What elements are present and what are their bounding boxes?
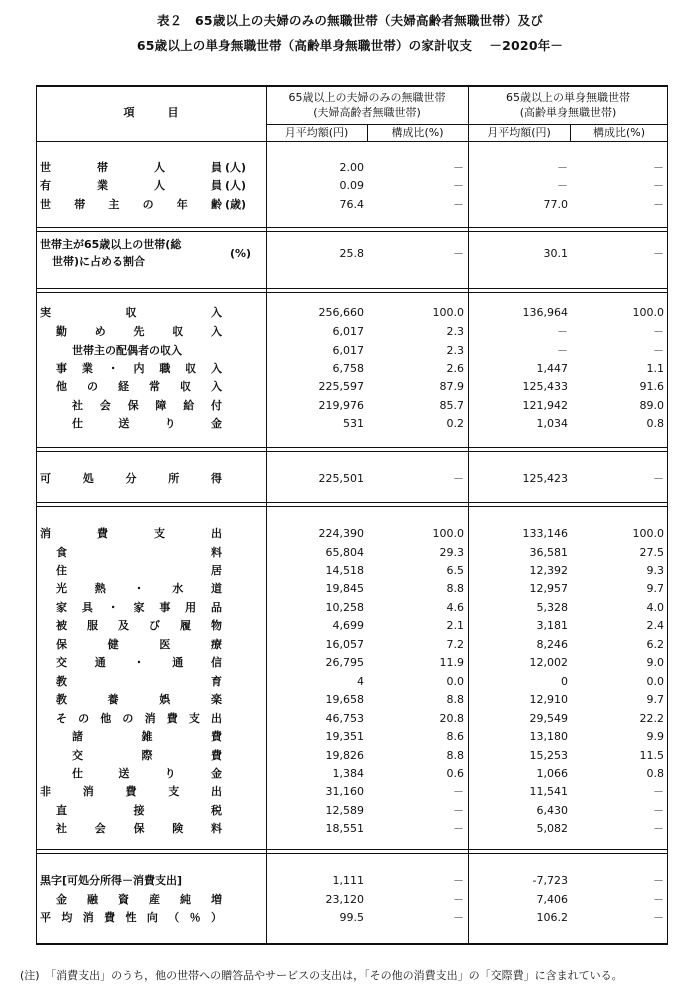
group-separator-2a bbox=[36, 288, 668, 289]
cell-value: － bbox=[453, 198, 464, 211]
cell-value: 46,753 bbox=[325, 712, 364, 725]
cell-value: 0.09 bbox=[339, 179, 364, 192]
row-unit: (人) bbox=[225, 161, 247, 174]
row-label: 家 具 ・ 家 事 用 品 bbox=[56, 601, 222, 614]
cell-value: － bbox=[653, 822, 664, 835]
row-label: 直 接 税 bbox=[56, 804, 222, 817]
row-label: 社 会 保 障 給 付 bbox=[72, 399, 222, 412]
group-separator-2b bbox=[36, 292, 668, 293]
row-label: 世 帯 主 の 年 齢 bbox=[40, 198, 222, 211]
cell-value: 19,658 bbox=[325, 693, 364, 706]
cell-value: 77.0 bbox=[543, 198, 568, 211]
row-label: 平 均 消 費 性 向 （ ％ ） bbox=[40, 911, 222, 924]
group-separator-5b bbox=[36, 853, 668, 854]
cell-value: － bbox=[453, 804, 464, 817]
cell-value: － bbox=[653, 893, 664, 906]
cell-value: 87.9 bbox=[439, 380, 464, 393]
cell-value: 23,120 bbox=[325, 893, 364, 906]
header-item: 項 目 bbox=[123, 106, 179, 119]
cell-value: 20.8 bbox=[439, 712, 464, 725]
cell-value: 121,942 bbox=[522, 399, 568, 412]
cell-value: 2.3 bbox=[446, 344, 464, 357]
group-separator-3a bbox=[36, 447, 668, 448]
group-separator-5a bbox=[36, 849, 668, 850]
cell-value: 1,384 bbox=[332, 767, 364, 780]
cell-value: 9.0 bbox=[646, 656, 664, 669]
row-unit: (%) bbox=[230, 247, 252, 260]
cell-value: － bbox=[653, 472, 664, 485]
cell-value: 0 bbox=[561, 675, 568, 688]
cell-value: 12,002 bbox=[529, 656, 568, 669]
cell-value: 16,057 bbox=[325, 638, 364, 651]
cell-value: 225,597 bbox=[318, 380, 364, 393]
row-label: 社 会 保 険 料 bbox=[56, 822, 222, 835]
row-unit: (人) bbox=[225, 179, 247, 192]
cell-value: 5,082 bbox=[536, 822, 568, 835]
cell-value: 1,111 bbox=[332, 874, 364, 887]
header-col-ratio2: 構成比(%) bbox=[592, 126, 646, 139]
cell-value: 8.6 bbox=[446, 730, 464, 743]
header-group1-line2: (夫婦高齢者無職世帯) bbox=[313, 106, 421, 119]
cell-value: 106.2 bbox=[536, 911, 568, 924]
group-separator-1a bbox=[36, 227, 668, 228]
row-label: 被 服 及 び 履 物 bbox=[56, 619, 222, 632]
cell-value: 8,246 bbox=[536, 638, 568, 651]
group-separator-1b bbox=[36, 231, 668, 232]
cell-value: 27.5 bbox=[639, 546, 664, 559]
row-label: 事 業 ・ 内 職 収 入 bbox=[56, 362, 222, 375]
row-label: 非 消 費 支 出 bbox=[40, 785, 222, 798]
row-label: 有 業 人 員 bbox=[40, 179, 222, 192]
row-label: 実 収 入 bbox=[40, 306, 222, 319]
cell-value: 26,795 bbox=[325, 656, 364, 669]
cell-value: 13,180 bbox=[529, 730, 568, 743]
cell-value: 133,146 bbox=[522, 527, 568, 540]
cell-value: 6,430 bbox=[536, 804, 568, 817]
cell-value: 76.4 bbox=[339, 198, 364, 211]
cell-value: 10,258 bbox=[325, 601, 364, 614]
cell-value: 19,845 bbox=[325, 582, 364, 595]
column-divider-item bbox=[266, 85, 267, 945]
cell-value: － bbox=[653, 874, 664, 887]
cell-value: － bbox=[453, 822, 464, 835]
cell-value: 15,253 bbox=[529, 749, 568, 762]
row-label: 住 居 bbox=[56, 564, 222, 577]
cell-value: 29,549 bbox=[529, 712, 568, 725]
cell-value: 1,447 bbox=[536, 362, 568, 375]
cell-value: － bbox=[653, 325, 664, 338]
cell-value: 6,017 bbox=[332, 325, 364, 338]
cell-value: 125,433 bbox=[522, 380, 568, 393]
cell-value: － bbox=[453, 179, 464, 192]
group-separator-3b bbox=[36, 451, 668, 452]
cell-value: 5,328 bbox=[536, 601, 568, 614]
cell-value: 0.8 bbox=[646, 417, 664, 430]
row-label: 世帯主が65歳以上の世帯(総 bbox=[40, 238, 182, 251]
cell-value: 2.4 bbox=[646, 619, 664, 632]
row-label: 勤 め 先 収 入 bbox=[56, 325, 222, 338]
cell-value: 4 bbox=[357, 675, 364, 688]
cell-value: 1.1 bbox=[646, 362, 664, 375]
cell-value: － bbox=[453, 874, 464, 887]
cell-value: 4,699 bbox=[332, 619, 364, 632]
cell-value: 85.7 bbox=[439, 399, 464, 412]
cell-value: 6,758 bbox=[332, 362, 364, 375]
table-title-line2: 65歳以上の単身無職世帯（高齢単身無職世帯）の家計収支 －2020年－ bbox=[136, 38, 564, 53]
cell-value: 0.8 bbox=[646, 767, 664, 780]
row-label: 交 際 費 bbox=[72, 749, 222, 762]
cell-value: 8.8 bbox=[446, 693, 464, 706]
cell-value: 100.0 bbox=[632, 306, 664, 319]
cell-value: 11,541 bbox=[529, 785, 568, 798]
header-col-avg1: 月平均額(円) bbox=[284, 126, 349, 139]
row-label: 食 料 bbox=[56, 546, 222, 559]
cell-value: -7,723 bbox=[532, 874, 568, 887]
cell-value: 0.0 bbox=[646, 675, 664, 688]
header-group2-line1: 65歳以上の単身無職世帯 bbox=[506, 91, 630, 104]
cell-value: － bbox=[557, 344, 568, 357]
cell-value: － bbox=[453, 161, 464, 174]
cell-value: 9.7 bbox=[646, 582, 664, 595]
cell-value: 19,351 bbox=[325, 730, 364, 743]
footnote: (注) 「消費支出」のうち，他の世帯への贈答品やサービスの支出は，「その他の消費支出」の「交際費」に含まれている。 bbox=[20, 969, 623, 982]
cell-value: 9.3 bbox=[646, 564, 664, 577]
cell-value: 2.00 bbox=[339, 161, 364, 174]
cell-value: 12,589 bbox=[325, 804, 364, 817]
cell-value: 18,551 bbox=[325, 822, 364, 835]
header-subline bbox=[266, 124, 668, 125]
row-label: 保 健 医 療 bbox=[56, 638, 222, 651]
cell-value: 1,034 bbox=[536, 417, 568, 430]
cell-value: － bbox=[653, 344, 664, 357]
cell-value: 224,390 bbox=[318, 527, 364, 540]
cell-value: 219,976 bbox=[318, 399, 364, 412]
header-bottom-line bbox=[36, 141, 668, 142]
cell-value: 100.0 bbox=[632, 527, 664, 540]
cell-value: － bbox=[453, 911, 464, 924]
cell-value: 36,581 bbox=[529, 546, 568, 559]
row-label: 仕 送 り 金 bbox=[72, 767, 222, 780]
cell-value: － bbox=[653, 179, 664, 192]
cell-value: － bbox=[453, 247, 464, 260]
row-label: 世帯主の配偶者の収入 bbox=[72, 344, 182, 357]
cell-value: 11.9 bbox=[439, 656, 464, 669]
cell-value: 12,392 bbox=[529, 564, 568, 577]
cell-value: 99.5 bbox=[339, 911, 364, 924]
row-label: 教 養 娯 楽 bbox=[56, 693, 222, 706]
cell-value: 2.6 bbox=[446, 362, 464, 375]
cell-value: 100.0 bbox=[432, 527, 464, 540]
table-left-border bbox=[36, 85, 37, 945]
cell-value: － bbox=[653, 804, 664, 817]
header-group2-line2: (高齢単身無職世帯) bbox=[519, 106, 617, 119]
cell-value: 6.5 bbox=[446, 564, 464, 577]
row-label: 教 育 bbox=[56, 675, 222, 688]
cell-value: － bbox=[453, 893, 464, 906]
cell-value: 125,423 bbox=[522, 472, 568, 485]
cell-value: － bbox=[557, 161, 568, 174]
cell-value: 4.6 bbox=[446, 601, 464, 614]
table-right-border bbox=[667, 85, 668, 945]
row-label: 金 融 資 産 純 増 bbox=[56, 893, 222, 906]
cell-value: 6.2 bbox=[646, 638, 664, 651]
cell-value: － bbox=[557, 325, 568, 338]
cell-value: 12,957 bbox=[529, 582, 568, 595]
header-col-ratio1: 構成比(%) bbox=[391, 126, 444, 139]
row-label-line2: 世帯)に占める割合 bbox=[52, 255, 146, 268]
cell-value: 8.8 bbox=[446, 582, 464, 595]
cell-value: 14,518 bbox=[325, 564, 364, 577]
cell-value: 11.5 bbox=[639, 749, 664, 762]
row-label: 他 の 経 常 収 入 bbox=[56, 380, 222, 393]
table-title-line1: 表２ 65歳以上の夫婦のみの無職世帯（夫婦高齢者無職世帯）及び bbox=[156, 13, 544, 28]
cell-value: 19,826 bbox=[325, 749, 364, 762]
cell-value: 4.0 bbox=[646, 601, 664, 614]
cell-value: － bbox=[453, 785, 464, 798]
cell-value: － bbox=[653, 198, 664, 211]
row-label: 諸 雑 費 bbox=[72, 730, 222, 743]
cell-value: 9.7 bbox=[646, 693, 664, 706]
cell-value: － bbox=[653, 911, 664, 924]
cell-value: － bbox=[653, 785, 664, 798]
row-label: 仕 送 り 金 bbox=[72, 417, 222, 430]
cell-value: 3,181 bbox=[536, 619, 568, 632]
cell-value: 0.0 bbox=[446, 675, 464, 688]
cell-value: 30.1 bbox=[543, 247, 568, 260]
cell-value: 91.6 bbox=[639, 380, 664, 393]
cell-value: 12,910 bbox=[529, 693, 568, 706]
cell-value: 31,160 bbox=[325, 785, 364, 798]
cell-value: 7.2 bbox=[446, 638, 464, 651]
cell-value: － bbox=[653, 247, 664, 260]
cell-value: － bbox=[453, 472, 464, 485]
cell-value: 9.9 bbox=[646, 730, 664, 743]
header-col-avg2: 月平均額(円) bbox=[487, 126, 551, 139]
row-label: 黒字[可処分所得－消費支出] bbox=[40, 874, 183, 887]
row-label: 交 通 ・ 通 信 bbox=[56, 656, 222, 669]
cell-value: 65,804 bbox=[325, 546, 364, 559]
row-label: 可 処 分 所 得 bbox=[40, 472, 222, 485]
cell-value: 0.6 bbox=[446, 767, 464, 780]
group-separator-4a bbox=[36, 502, 668, 503]
cell-value: 0.2 bbox=[446, 417, 464, 430]
cell-value: 25.8 bbox=[339, 247, 364, 260]
group-separator-4b bbox=[36, 506, 668, 507]
cell-value: 256,660 bbox=[318, 306, 364, 319]
cell-value: 29.3 bbox=[439, 546, 464, 559]
row-label: そ の 他 の 消 費 支 出 bbox=[56, 712, 222, 725]
cell-value: 22.2 bbox=[639, 712, 664, 725]
row-label: 光 熱 ・ 水 道 bbox=[56, 582, 222, 595]
row-label: 消 費 支 出 bbox=[40, 527, 222, 540]
cell-value: 100.0 bbox=[432, 306, 464, 319]
header-group1-line1: 65歳以上の夫婦のみの無職世帯 bbox=[288, 91, 446, 104]
cell-value: 136,964 bbox=[522, 306, 568, 319]
row-unit: (歳) bbox=[225, 198, 247, 211]
cell-value: 225,501 bbox=[318, 472, 364, 485]
cell-value: 6,017 bbox=[332, 344, 364, 357]
cell-value: － bbox=[653, 161, 664, 174]
cell-value: 2.1 bbox=[446, 619, 464, 632]
cell-value: 531 bbox=[343, 417, 364, 430]
cell-value: 7,406 bbox=[536, 893, 568, 906]
cell-value: 89.0 bbox=[639, 399, 664, 412]
cell-value: 2.3 bbox=[446, 325, 464, 338]
cell-value: 8.8 bbox=[446, 749, 464, 762]
cell-value: － bbox=[557, 179, 568, 192]
row-label: 世 帯 人 員 bbox=[40, 161, 222, 174]
cell-value: 1,066 bbox=[536, 767, 568, 780]
